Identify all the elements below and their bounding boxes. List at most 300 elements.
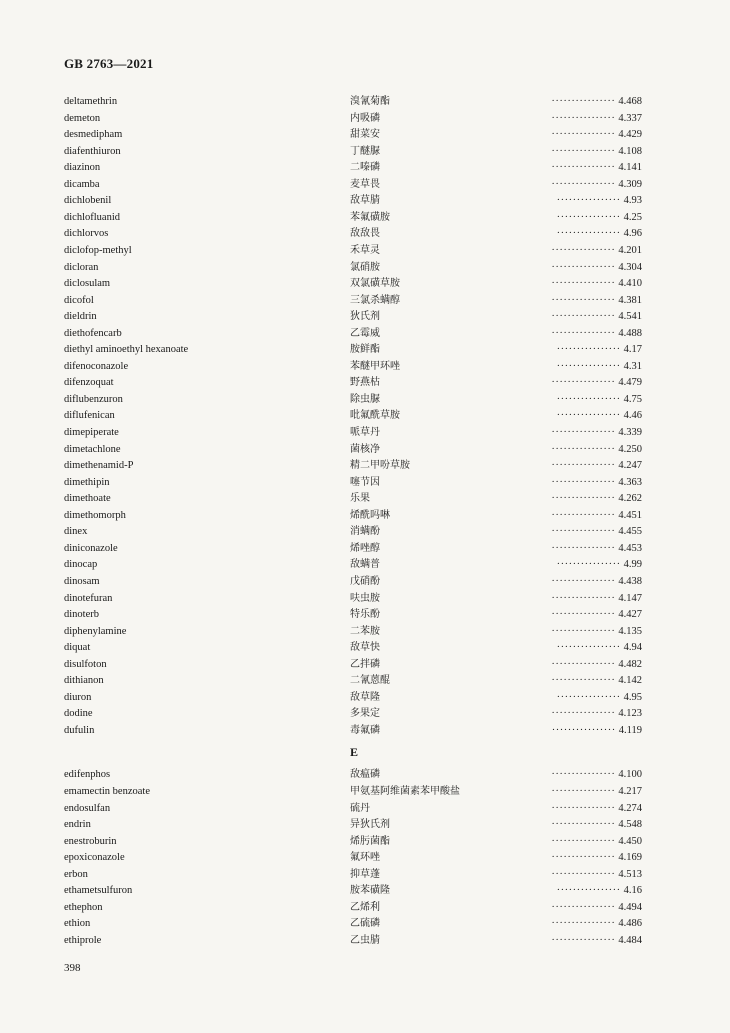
clause-number: 4.75 xyxy=(623,393,642,405)
english-name: diethyl aminoethyl hexanoate xyxy=(64,344,189,356)
english-name: diclofop-methyl xyxy=(64,244,132,256)
chinese-name: 二苯胺 xyxy=(350,625,380,637)
clause-number: 4.100 xyxy=(618,769,642,781)
english-name: ethephon xyxy=(64,901,103,913)
leader-dots: ················ xyxy=(556,211,621,223)
clause-number: 4.455 xyxy=(618,526,642,538)
clause-number: 4.123 xyxy=(618,708,642,720)
english-name: dinotefuran xyxy=(64,592,113,604)
leader-dots: ················ xyxy=(551,724,616,736)
index-entry xyxy=(0,144,730,161)
clause-reference xyxy=(557,342,642,359)
clause-reference xyxy=(551,276,642,293)
english-name: dichlobenil xyxy=(64,195,112,207)
leader-dots: ················ xyxy=(556,344,621,356)
english-name: edifenphos xyxy=(64,769,111,781)
leader-dots: ················ xyxy=(551,868,616,880)
index-entry xyxy=(0,392,730,409)
leader-dots: ················ xyxy=(551,802,616,814)
clause-reference xyxy=(551,326,642,343)
index-entry xyxy=(0,916,730,933)
english-name: dichlofluanid xyxy=(64,211,120,223)
index-entry xyxy=(0,458,730,475)
index-entry xyxy=(0,817,730,834)
leader-dots: ················ xyxy=(551,918,616,930)
leader-dots: ················ xyxy=(551,609,616,621)
chinese-name: 苯氟磺胺 xyxy=(350,211,390,223)
clause-reference xyxy=(551,160,642,177)
chinese-name: 乙霉威 xyxy=(350,327,380,339)
index-entry xyxy=(0,933,730,950)
english-name: dimethenamid-P xyxy=(64,460,134,472)
index-entry xyxy=(0,260,730,277)
english-name: ethiprole xyxy=(64,934,102,946)
clause-reference xyxy=(551,475,642,492)
clause-number: 4.429 xyxy=(618,129,642,141)
leader-dots: ················ xyxy=(551,852,616,864)
leader-dots: ················ xyxy=(551,526,616,538)
chinese-name: 内吸磷 xyxy=(350,112,380,124)
chinese-name: 敌敌畏 xyxy=(350,228,380,240)
chinese-name: 氯硝胺 xyxy=(350,261,380,273)
english-name: dicamba xyxy=(64,178,100,190)
leader-dots: ················ xyxy=(551,509,616,521)
clause-reference xyxy=(551,900,642,917)
clause-number: 4.451 xyxy=(618,509,642,521)
english-name: difenzoquat xyxy=(64,377,114,389)
english-name: diflubenzuron xyxy=(64,393,123,405)
index-entry xyxy=(0,276,730,293)
leader-dots: ················ xyxy=(551,129,616,141)
clause-reference xyxy=(551,834,642,851)
clause-number: 4.25 xyxy=(623,211,642,223)
leader-dots: ················ xyxy=(551,575,616,587)
chinese-name: 敌螨普 xyxy=(350,559,380,571)
chinese-name: 特乐酚 xyxy=(350,609,380,621)
clause-reference xyxy=(551,591,642,608)
index-entry xyxy=(0,177,730,194)
index-entry xyxy=(0,591,730,608)
clause-number: 4.96 xyxy=(623,228,642,240)
index-entry xyxy=(0,690,730,707)
clause-reference xyxy=(551,111,642,128)
leader-dots: ················ xyxy=(556,642,621,654)
clause-reference xyxy=(557,408,642,425)
chinese-name: 烯唑醇 xyxy=(350,542,380,554)
chinese-name: 敌瘟磷 xyxy=(350,769,380,781)
clause-number: 4.453 xyxy=(618,542,642,554)
clause-reference xyxy=(551,524,642,541)
english-name: ethametsulfuron xyxy=(64,885,133,897)
english-name: diethofencarb xyxy=(64,327,122,339)
index-entry xyxy=(0,657,730,674)
index-entry xyxy=(0,900,730,917)
english-name: disulfoton xyxy=(64,658,107,670)
leader-dots: ················ xyxy=(551,377,616,389)
chinese-name: 呋虫胺 xyxy=(350,592,380,604)
english-name: dinoterb xyxy=(64,609,99,621)
clause-number: 4.31 xyxy=(623,360,642,372)
english-name: dufulin xyxy=(64,724,95,736)
leader-dots: ················ xyxy=(551,934,616,946)
index-entry xyxy=(0,491,730,508)
clause-number: 4.147 xyxy=(618,592,642,604)
index-entry xyxy=(0,723,730,740)
clause-number: 4.217 xyxy=(618,786,642,797)
chinese-name: 吡氟酰草胺 xyxy=(350,410,400,422)
clause-number: 4.17 xyxy=(623,344,642,356)
english-name: dicofol xyxy=(64,294,94,306)
clause-number: 4.337 xyxy=(618,112,642,124)
chinese-name: 消螨酚 xyxy=(350,526,380,538)
clause-number: 4.450 xyxy=(618,835,642,847)
clause-reference xyxy=(551,933,642,950)
index-entry xyxy=(0,574,730,591)
clause-reference xyxy=(551,508,642,525)
clause-number: 4.247 xyxy=(618,460,642,472)
index-entry xyxy=(0,607,730,624)
chinese-name: 甜菜安 xyxy=(350,129,380,141)
clause-number: 4.201 xyxy=(618,244,642,256)
leader-dots: ················ xyxy=(551,708,616,720)
english-name: diphenylamine xyxy=(64,625,127,637)
leader-dots: ················ xyxy=(551,278,616,290)
index-entry xyxy=(0,867,730,884)
chinese-name: 烯酰吗啉 xyxy=(350,509,390,521)
leader-dots: ················ xyxy=(551,476,616,488)
english-name: demeton xyxy=(64,112,101,124)
english-name: diniconazole xyxy=(64,542,118,554)
index-entry xyxy=(0,442,730,459)
english-name: desmedipham xyxy=(64,129,123,141)
clause-number: 4.438 xyxy=(618,575,642,587)
english-name: dicloran xyxy=(64,261,99,273)
english-name: dodine xyxy=(64,708,93,720)
clause-reference xyxy=(551,442,642,459)
leader-dots: ················ xyxy=(551,427,616,438)
english-name: endosulfan xyxy=(64,802,111,814)
clause-reference xyxy=(551,916,642,933)
english-name: erbon xyxy=(64,868,88,880)
index-entry xyxy=(0,193,730,210)
chinese-name: 戊硝酚 xyxy=(350,575,380,587)
english-name: diflufenican xyxy=(64,410,115,422)
index-entry xyxy=(0,834,730,851)
leader-dots: ················ xyxy=(551,261,616,273)
index-entry xyxy=(0,375,730,392)
clause-number: 4.135 xyxy=(618,625,642,637)
leader-dots: ················ xyxy=(551,592,616,604)
clause-reference xyxy=(551,541,642,558)
chinese-name: 胺苯磺隆 xyxy=(350,885,390,897)
clause-number: 4.427 xyxy=(618,609,642,621)
clause-reference xyxy=(551,657,642,674)
english-name: dimethoate xyxy=(64,493,111,505)
english-name: enestroburin xyxy=(64,835,117,847)
clause-number: 4.99 xyxy=(623,559,642,571)
clause-reference xyxy=(557,883,642,900)
leader-dots: ················ xyxy=(551,244,616,256)
chinese-name: 野燕枯 xyxy=(350,377,380,389)
leader-dots: ················ xyxy=(556,228,621,240)
index-entry xyxy=(0,243,730,260)
index-entry xyxy=(0,226,730,243)
leader-dots: ················ xyxy=(556,195,621,207)
chinese-name: 三氯杀螨醇 xyxy=(350,294,400,306)
chinese-name: 抑草蓬 xyxy=(350,868,380,880)
leader-dots: ················ xyxy=(551,786,616,797)
clause-number: 4.169 xyxy=(618,852,642,864)
leader-dots: ················ xyxy=(551,675,616,687)
chinese-name: 菌核净 xyxy=(350,443,380,455)
clause-reference xyxy=(551,127,642,144)
clause-reference xyxy=(551,706,642,723)
english-name: epoxiconazole xyxy=(64,852,125,864)
index-entry xyxy=(0,408,730,425)
chinese-name: 异狄氏剂 xyxy=(350,819,390,831)
clause-number: 4.548 xyxy=(618,819,642,831)
clause-reference xyxy=(551,767,642,784)
clause-reference xyxy=(557,193,642,210)
index-entry xyxy=(0,94,730,111)
index-entry xyxy=(0,524,730,541)
clause-reference xyxy=(551,574,642,591)
english-name: dimepiperate xyxy=(64,427,119,438)
leader-dots: ················ xyxy=(551,145,616,157)
index-entry xyxy=(0,160,730,177)
clause-number: 4.304 xyxy=(618,261,642,273)
clause-number: 4.94 xyxy=(623,642,642,654)
english-name: dichlorvos xyxy=(64,228,109,240)
chinese-name: 胺鲜酯 xyxy=(350,344,380,356)
clause-number: 4.262 xyxy=(618,493,642,505)
chinese-name: 乐果 xyxy=(350,493,370,505)
index-entry xyxy=(0,541,730,558)
index-entry xyxy=(0,425,730,442)
clause-number: 4.494 xyxy=(618,901,642,913)
clause-reference xyxy=(557,640,642,657)
leader-dots: ················ xyxy=(556,360,621,372)
chinese-name: 乙硫磷 xyxy=(350,918,380,930)
english-name: dithianon xyxy=(64,675,104,687)
chinese-name: 除虫脲 xyxy=(350,393,380,405)
leader-dots: ················ xyxy=(551,542,616,554)
index-entry xyxy=(0,508,730,525)
index-entry xyxy=(0,850,730,867)
english-name: dinocap xyxy=(64,559,98,571)
clause-number: 4.93 xyxy=(623,195,642,207)
chinese-name: 丁醚脲 xyxy=(350,145,380,157)
clause-reference xyxy=(551,458,642,475)
leader-dots: ················ xyxy=(551,178,616,190)
index-entry xyxy=(0,640,730,657)
clause-number: 4.274 xyxy=(618,802,642,814)
english-name: dimetachlone xyxy=(64,443,121,455)
index-entry xyxy=(0,624,730,641)
clause-number: 4.479 xyxy=(618,377,642,389)
index-entry xyxy=(0,883,730,900)
clause-number: 4.488 xyxy=(618,327,642,339)
page-number: 398 xyxy=(64,962,81,974)
chinese-name: 乙烯利 xyxy=(350,901,380,913)
chinese-name: 苯醚甲环唑 xyxy=(350,360,400,372)
clause-number: 4.468 xyxy=(618,96,642,107)
index-entry xyxy=(0,673,730,690)
leader-dots: ················ xyxy=(551,819,616,831)
clause-number: 4.363 xyxy=(618,476,642,488)
chinese-name: 乙虫腈 xyxy=(350,934,380,946)
chinese-name: 溴氰菊酯 xyxy=(350,96,390,107)
clause-reference xyxy=(551,867,642,884)
clause-number: 4.46 xyxy=(623,410,642,422)
chinese-name: 噻节因 xyxy=(350,476,380,488)
leader-dots: ················ xyxy=(551,112,616,124)
index-entry xyxy=(0,359,730,376)
chinese-name: 双氯磺草胺 xyxy=(350,278,400,290)
chinese-name: 烯肟菌酯 xyxy=(350,835,390,847)
clause-reference xyxy=(551,801,642,818)
chinese-name: 敌草腈 xyxy=(350,195,380,207)
index-entry xyxy=(0,127,730,144)
clause-reference xyxy=(551,425,642,442)
clause-reference xyxy=(557,359,642,376)
clause-number: 4.250 xyxy=(618,443,642,455)
english-name: dimethipin xyxy=(64,476,110,488)
clause-reference xyxy=(557,690,642,707)
clause-reference xyxy=(551,375,642,392)
chinese-name: 乙拌磷 xyxy=(350,658,380,670)
chinese-name: 敌草隆 xyxy=(350,691,380,703)
index-entry xyxy=(0,801,730,818)
chinese-name: 敌草快 xyxy=(350,642,380,654)
leader-dots: ················ xyxy=(556,559,621,571)
leader-dots: ················ xyxy=(551,96,616,107)
clause-number: 4.141 xyxy=(618,162,642,174)
clause-reference xyxy=(557,557,642,574)
english-name: diclosulam xyxy=(64,278,111,290)
clause-number: 4.119 xyxy=(618,724,642,736)
english-name: dinosam xyxy=(64,575,100,587)
index-entry xyxy=(0,557,730,574)
leader-dots: ················ xyxy=(551,658,616,670)
index-entry xyxy=(0,767,730,784)
clause-reference xyxy=(551,850,642,867)
chinese-name: 多果定 xyxy=(350,708,380,720)
clause-reference xyxy=(551,144,642,161)
english-name: diafenthiuron xyxy=(64,145,121,157)
index-entry xyxy=(0,210,730,227)
index-entry xyxy=(0,342,730,359)
leader-dots: ················ xyxy=(556,691,621,703)
clause-reference xyxy=(551,94,642,111)
chinese-name: 禾草灵 xyxy=(350,244,380,256)
clause-reference xyxy=(551,624,642,641)
clause-number: 4.486 xyxy=(618,918,642,930)
chinese-name: 氟环唑 xyxy=(350,852,380,864)
leader-dots: ················ xyxy=(551,493,616,505)
clause-reference xyxy=(551,260,642,277)
clause-number: 4.410 xyxy=(618,278,642,290)
clause-number: 4.16 xyxy=(623,885,642,897)
clause-number: 4.541 xyxy=(618,311,642,323)
leader-dots: ················ xyxy=(551,769,616,781)
chinese-name: 哌草丹 xyxy=(350,427,380,438)
clause-reference xyxy=(551,491,642,508)
clause-reference xyxy=(551,293,642,310)
clause-number: 4.381 xyxy=(618,294,642,306)
leader-dots: ················ xyxy=(551,162,616,174)
leader-dots: ················ xyxy=(551,443,616,455)
leader-dots: ················ xyxy=(551,835,616,847)
clause-number: 4.142 xyxy=(618,675,642,687)
index-entry xyxy=(0,706,730,723)
english-name: deltamethrin xyxy=(64,96,118,107)
clause-reference xyxy=(551,607,642,624)
index-entry xyxy=(0,784,730,801)
leader-dots: ················ xyxy=(551,294,616,306)
clause-reference xyxy=(551,243,642,260)
index-entry xyxy=(0,309,730,326)
index-entry xyxy=(0,293,730,310)
leader-dots: ················ xyxy=(551,460,616,472)
english-name: diquat xyxy=(64,642,91,654)
chinese-name: 甲氨基阿维菌素苯甲酸盐 xyxy=(350,786,460,797)
leader-dots: ················ xyxy=(556,393,621,405)
english-name: dinex xyxy=(64,526,88,538)
english-name: dieldrin xyxy=(64,311,97,323)
clause-reference xyxy=(557,226,642,243)
clause-number: 4.482 xyxy=(618,658,642,670)
clause-reference xyxy=(557,210,642,227)
leader-dots: ················ xyxy=(556,885,621,897)
clause-number: 4.309 xyxy=(618,178,642,190)
english-name: emamectin benzoate xyxy=(64,786,150,797)
clause-reference xyxy=(551,784,642,801)
chinese-name: 二嗪磷 xyxy=(350,162,380,174)
english-name: endrin xyxy=(64,819,91,831)
clause-number: 4.339 xyxy=(618,427,642,438)
chinese-name: 狄氏剂 xyxy=(350,311,380,323)
leader-dots: ················ xyxy=(551,901,616,913)
english-name: difenoconazole xyxy=(64,360,129,372)
section-heading: E xyxy=(350,745,359,760)
chinese-name: 硫丹 xyxy=(350,802,370,814)
clause-number: 4.513 xyxy=(618,868,642,880)
clause-number: 4.108 xyxy=(618,145,642,157)
clause-number: 4.95 xyxy=(623,691,642,703)
clause-reference xyxy=(557,392,642,409)
clause-number: 4.484 xyxy=(618,934,642,946)
index-entry xyxy=(0,326,730,343)
english-name: diuron xyxy=(64,691,92,703)
chinese-name: 麦草畏 xyxy=(350,178,380,190)
leader-dots: ················ xyxy=(551,311,616,323)
clause-reference xyxy=(551,817,642,834)
clause-reference xyxy=(551,177,642,194)
chinese-name: 精二甲吩草胺 xyxy=(350,460,410,472)
chinese-name: 毒氟磷 xyxy=(350,724,380,736)
clause-reference xyxy=(551,309,642,326)
english-name: ethion xyxy=(64,918,91,930)
page-header: GB 2763—2021 xyxy=(64,56,154,71)
chinese-name: 二氰蒽醌 xyxy=(350,675,390,687)
leader-dots: ················ xyxy=(551,327,616,339)
clause-reference xyxy=(551,673,642,690)
index-entry xyxy=(0,475,730,492)
leader-dots: ················ xyxy=(551,625,616,637)
index-entry xyxy=(0,111,730,128)
clause-reference xyxy=(552,723,642,740)
